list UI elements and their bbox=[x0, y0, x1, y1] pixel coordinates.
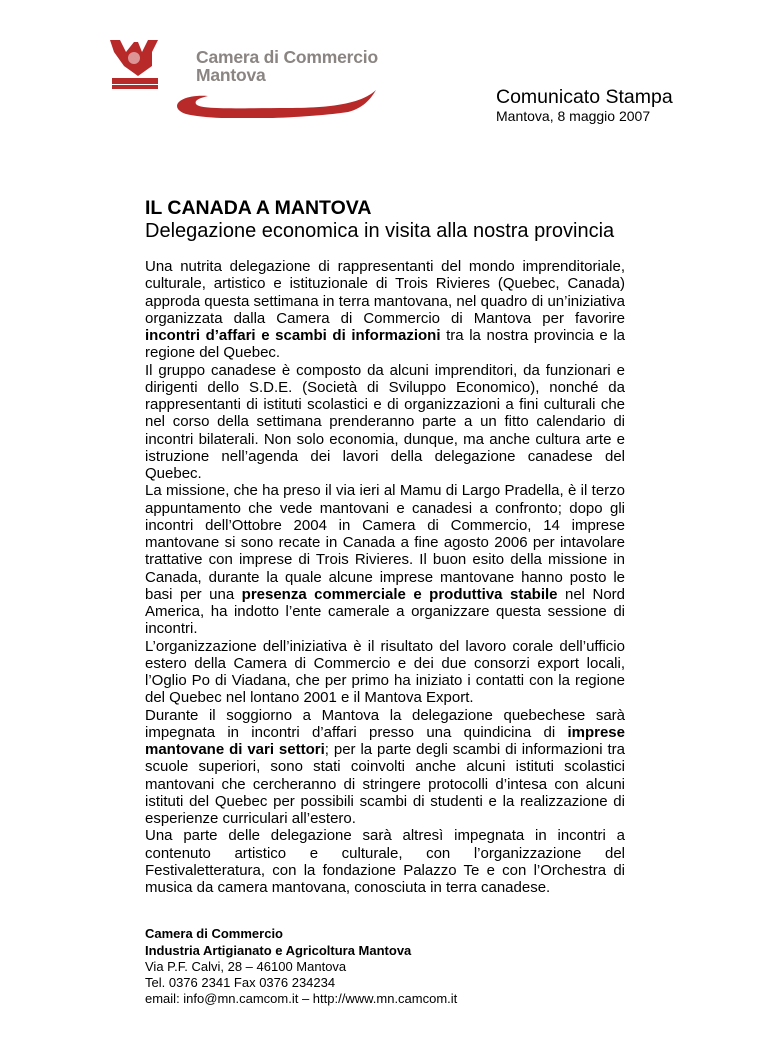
page-title: IL CANADA A MANTOVA bbox=[145, 197, 372, 219]
paragraph-text: ; per la parte degli scambi di informazioni tra scuole superiori, sono stati coinvolti anche alcuni istituti scolastici mantovani che cercheranno di stringere protocolli d’intesa con alcuni istituti del Quebec per possibili scambi di studenti e la realizzazione di esperienze curriculari all’estero. bbox=[145, 741, 625, 827]
paragraph bbox=[145, 258, 625, 362]
paragraph-text: Il gruppo canadese è composto da alcuni imprenditori, da funzionari e dirigenti dello S.D.E. (Società di Sviluppo Economico), nonché da rappresentanti di istituti scolastici e di organizzazioni a fini culturali che nel corso della settimana prenderanno parte a un fitto calendario di incontri bilaterali. Non solo economia, dunque, ma anche cultura arte e istruzione nell’agenda dei lavori della delegazione canadese del Quebec. bbox=[145, 361, 625, 482]
paragraph-text: Durante il soggiorno a Mantova la delegazione quebechese sarà impegnata in incontri d’affari presso una quindicina di bbox=[145, 706, 625, 741]
paragraph-text: Una parte delle delegazione sarà altresì impegnata in incontri a contenuto artistico e culturale, con l’organizzazione del Festivaletteratura, con la fondazione Palazzo Te e con l’Orchestra di musica da camera mantovana, conosciuta in terra canadese. bbox=[145, 827, 625, 896]
paragraph-emphasis: imprese mantovane di vari settori bbox=[145, 723, 625, 758]
page-subtitle: Delegazione economica in visita alla nostra provincia bbox=[145, 220, 615, 242]
paragraph-emphasis: presenza commerciale e produttiva stabile bbox=[241, 585, 558, 603]
logo-city-name: Mantova bbox=[196, 65, 266, 85]
document-type: Comunicato Stampa bbox=[496, 86, 673, 108]
paragraph bbox=[145, 827, 625, 896]
main-content bbox=[145, 197, 625, 1048]
paragraph bbox=[145, 707, 625, 828]
paragraph-text: nel Nord America, ha indotto l’ente camerale a organizzare questa sessione di incontri. bbox=[145, 585, 625, 638]
paragraph-text: La missione, che ha preso il via ieri al Mamu di Largo Pradella, è il terzo appuntamento che vede mantovani e canadesi a confronto; dopo gli incontri dell’Ottobre 2004 in Camera di Commercio, 14 imprese mantovane si sono recate in Canada a fine agosto 2006 per intavolare trattative con imprese di Trois Rivieres. Il buon esito della missione in Canada, durante la quale alcune imprese mantovane hanno posto le basi per una bbox=[145, 482, 625, 603]
paragraph-text: L’organizzazione dell’iniziativa è il risultato del lavoro corale dell’ufficio estero della Camera di Commercio e dei due consorzi export locali, l’Oglio Po di Viadana, che per primo ha iniziato i contatti con la regione del Quebec nel lontano 2001 e il Mantova Export. bbox=[145, 637, 625, 707]
paragraph-emphasis: incontri d’affari e scambi di informazioni bbox=[145, 327, 441, 344]
footer-contact bbox=[145, 926, 625, 1007]
footer-org-line1: Camera di Commercio bbox=[145, 926, 283, 942]
paragraph bbox=[145, 482, 625, 637]
paragraph-text: Una nutrita delegazione di rappresentanti del mondo imprenditoriale, culturale, artistico e istituzionale di Trois Rivieres (Quebec, Canada) approda questa settimana in terra mantovana, nel quadro di un’iniziativa organizzata dalla Camera di Commercio di Mantova per favorire bbox=[145, 258, 625, 327]
logo-org-name: Camera di Commercio bbox=[196, 47, 378, 67]
article-body bbox=[145, 258, 625, 896]
footer-phone: Tel. 0376 2341 Fax 0376 234234 bbox=[145, 975, 336, 991]
footer-contact-links: email: info@mn.camcom.it – http://www.mn.camcom.it bbox=[145, 991, 458, 1007]
date-line: Mantova, 8 maggio 2007 bbox=[496, 108, 651, 124]
footer-org-line2: Industria Artigianato e Agricoltura Mantova bbox=[145, 942, 412, 958]
paragraph bbox=[145, 362, 625, 483]
paragraph bbox=[145, 638, 625, 707]
footer-address: Via P.F. Calvi, 28 – 46100 Mantova bbox=[145, 958, 347, 974]
paragraph-text: tra la nostra provincia e la regione del Quebec. bbox=[145, 327, 625, 362]
